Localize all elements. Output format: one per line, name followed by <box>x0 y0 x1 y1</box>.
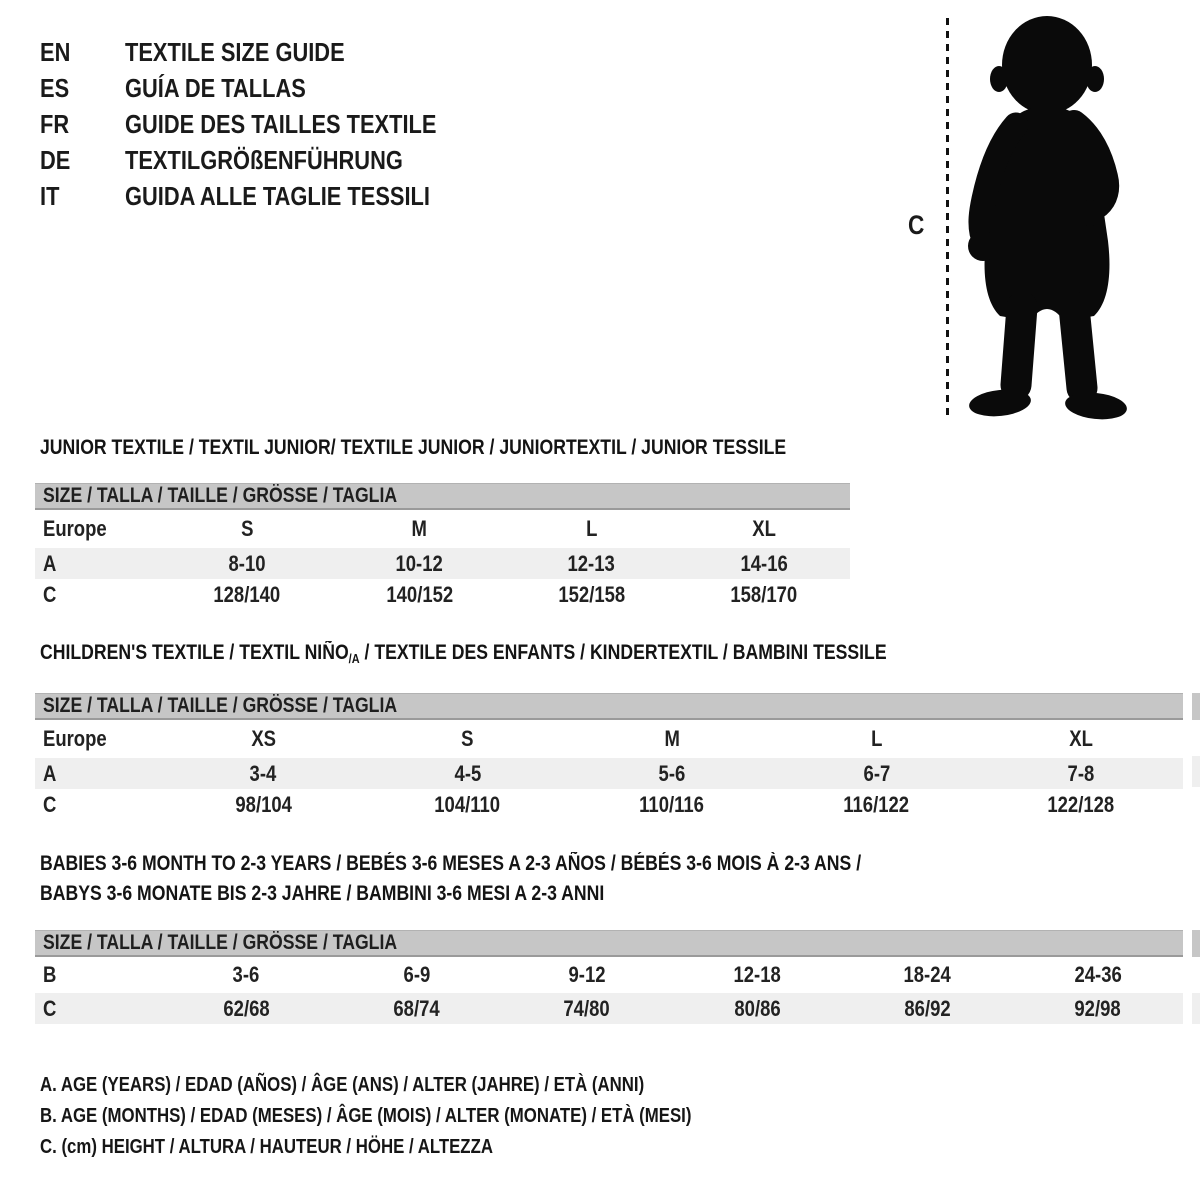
height-measure-label <box>908 210 928 241</box>
legend-c-text: C. (cm) HEIGHT / ALTURA / HAUTEUR / HÖHE / ALTEZZA <box>40 1136 493 1158</box>
children-heading-prefix: CHILDREN'S TEXTILE / TEXTIL NIÑO <box>40 641 349 664</box>
babies-row-height <box>35 993 1183 1024</box>
babies-table-header-text: SIZE / TALLA / TAILLE / GRÖSSE / TAGLIA <box>43 931 398 954</box>
measurement-legend <box>40 1070 816 1163</box>
children-height-xs: 98/104 <box>234 792 292 817</box>
legend-row-b <box>40 1101 816 1132</box>
language-row-it <box>40 178 496 214</box>
language-code-en: EN <box>40 37 71 67</box>
babies-heading-line1: BABIES 3-6 MONTH TO 2-3 YEARS / BEBÉS 3-6 MESES A 2-3 AÑOS / BÉBÉS 3-6 MOIS À 2-3 ANS / <box>40 852 862 875</box>
children-heading-subscript: /A <box>348 650 360 666</box>
page-title-de: TEXTILGRÖßENFÜHRUNG <box>125 145 404 175</box>
children-size-s: S <box>461 726 474 751</box>
children-size-m: M <box>664 726 680 751</box>
junior-age-xl: 14-16 <box>740 550 788 576</box>
height-measure-label-text: C <box>908 210 925 240</box>
page-title-es: GUÍA DE TALLAS <box>125 73 307 103</box>
toddler-silhouette-icon <box>962 13 1142 423</box>
height-measure-line <box>946 18 949 418</box>
babies-row-months <box>35 957 1183 993</box>
babies-height-2: 68/74 <box>393 995 440 1021</box>
junior-table-header-bar <box>35 483 850 510</box>
table-edge-sliver <box>1192 693 1200 720</box>
children-height-xl: 122/128 <box>1047 792 1115 817</box>
babies-height-label: C <box>43 995 57 1021</box>
junior-row-height <box>35 579 850 611</box>
language-row-en <box>40 34 496 70</box>
language-row-de <box>40 142 496 178</box>
junior-section-heading-text: JUNIOR TEXTILE / TEXTIL JUNIOR/ TEXTILE JUNIOR / JUNIORTEXTIL / JUNIOR TESSILE <box>40 436 787 459</box>
legend-row-a <box>40 1070 816 1101</box>
junior-size-m: M <box>411 516 428 541</box>
language-code-fr: FR <box>40 109 70 139</box>
babies-height-4: 80/86 <box>734 995 781 1021</box>
children-row-age <box>35 758 1183 789</box>
language-code-de: DE <box>40 145 71 175</box>
junior-height-xl: 158/170 <box>730 582 798 607</box>
children-age-label: A <box>43 760 57 786</box>
babies-height-6: 92/98 <box>1074 995 1121 1021</box>
junior-height-m: 140/152 <box>385 582 453 607</box>
babies-months-2: 6-9 <box>403 962 430 987</box>
junior-size-s: S <box>240 516 254 541</box>
legend-row-c <box>40 1132 816 1163</box>
babies-months-3: 9-12 <box>568 962 606 987</box>
babies-size-table <box>35 930 1183 1024</box>
children-height-s: 104/110 <box>434 792 501 817</box>
junior-row-europe <box>35 510 850 548</box>
babies-months-4: 12-18 <box>733 962 781 987</box>
children-age-l: 6-7 <box>863 760 890 786</box>
junior-europe-label: Europe <box>43 516 107 541</box>
language-code-es: ES <box>40 73 70 103</box>
junior-table-header-text: SIZE / TALLA / TAILLE / GRÖSSE / TAGLIA <box>43 484 398 507</box>
babies-months-5: 18-24 <box>903 962 952 987</box>
children-height-label: C <box>43 792 57 817</box>
children-table-header-text: SIZE / TALLA / TAILLE / GRÖSSE / TAGLIA <box>43 694 398 717</box>
babies-table-header-bar <box>35 930 1183 957</box>
children-row-height <box>35 789 1183 821</box>
children-age-xl: 7-8 <box>1067 760 1095 786</box>
junior-height-s: 128/140 <box>213 582 281 607</box>
children-heading-suffix: / TEXTILE DES ENFANTS / KINDERTEXTIL / BAMBINI TESSILE <box>359 641 887 664</box>
page-title-it: GUIDA ALLE TAGLIE TESSILI <box>125 181 431 211</box>
children-europe-label: Europe <box>43 726 107 751</box>
page-title-fr: GUIDE DES TAILLES TEXTILE <box>125 109 437 139</box>
children-section-heading-text <box>40 639 887 672</box>
babies-height-1: 62/68 <box>223 995 270 1021</box>
language-code-it: IT <box>40 181 60 211</box>
junior-section-heading <box>40 434 928 461</box>
legend-a-text: A. AGE (YEARS) / EDAD (AÑOS) / ÂGE (ANS) / ALTER (JAHRE) / ETÀ (ANNI) <box>40 1074 645 1096</box>
junior-size-table <box>35 483 850 611</box>
babies-section-heading <box>40 849 1018 909</box>
children-size-table <box>35 693 1183 821</box>
table-edge-sliver <box>1192 930 1200 957</box>
children-row-europe <box>35 720 1183 758</box>
children-age-s: 4-5 <box>454 760 481 786</box>
children-height-m: 110/116 <box>639 792 705 817</box>
junior-height-label: C <box>43 582 57 607</box>
junior-age-label: A <box>43 550 57 576</box>
children-age-xs: 3-4 <box>249 760 277 786</box>
junior-size-xl: XL <box>752 516 776 541</box>
babies-height-5: 86/92 <box>904 995 951 1021</box>
children-age-m: 5-6 <box>658 760 686 786</box>
babies-months-6: 24-36 <box>1074 962 1122 987</box>
babies-height-3: 74/80 <box>563 995 610 1021</box>
children-table-header-bar <box>35 693 1183 720</box>
table-edge-sliver <box>1192 756 1200 787</box>
junior-age-m: 10-12 <box>395 550 444 576</box>
children-size-xl: XL <box>1069 726 1093 751</box>
children-height-l: 116/122 <box>843 792 910 817</box>
children-size-l: L <box>870 726 883 751</box>
legend-b-text: B. AGE (MONTHS) / EDAD (MESES) / ÂGE (MOIS) / ALTER (MONATE) / ETÀ (MESI) <box>40 1105 692 1127</box>
language-row-fr <box>40 106 496 142</box>
babies-heading-line2: BABYS 3-6 MONATE BIS 2-3 JAHRE / BAMBINI 3-6 MESI A 2-3 ANNI <box>40 882 605 905</box>
junior-row-age <box>35 548 850 579</box>
children-section-heading <box>40 639 1048 672</box>
junior-age-s: 8-10 <box>228 550 266 576</box>
junior-height-l: 152/158 <box>558 582 626 607</box>
junior-size-l: L <box>585 516 598 541</box>
page-title-en: TEXTILE SIZE GUIDE <box>125 37 345 67</box>
language-title-list <box>40 34 496 214</box>
babies-months-1: 3-6 <box>232 962 260 987</box>
babies-months-label: B <box>43 962 57 987</box>
junior-age-l: 12-13 <box>567 550 616 576</box>
table-edge-sliver <box>1192 993 1200 1024</box>
language-row-es <box>40 70 496 106</box>
children-size-xs: XS <box>250 726 276 751</box>
